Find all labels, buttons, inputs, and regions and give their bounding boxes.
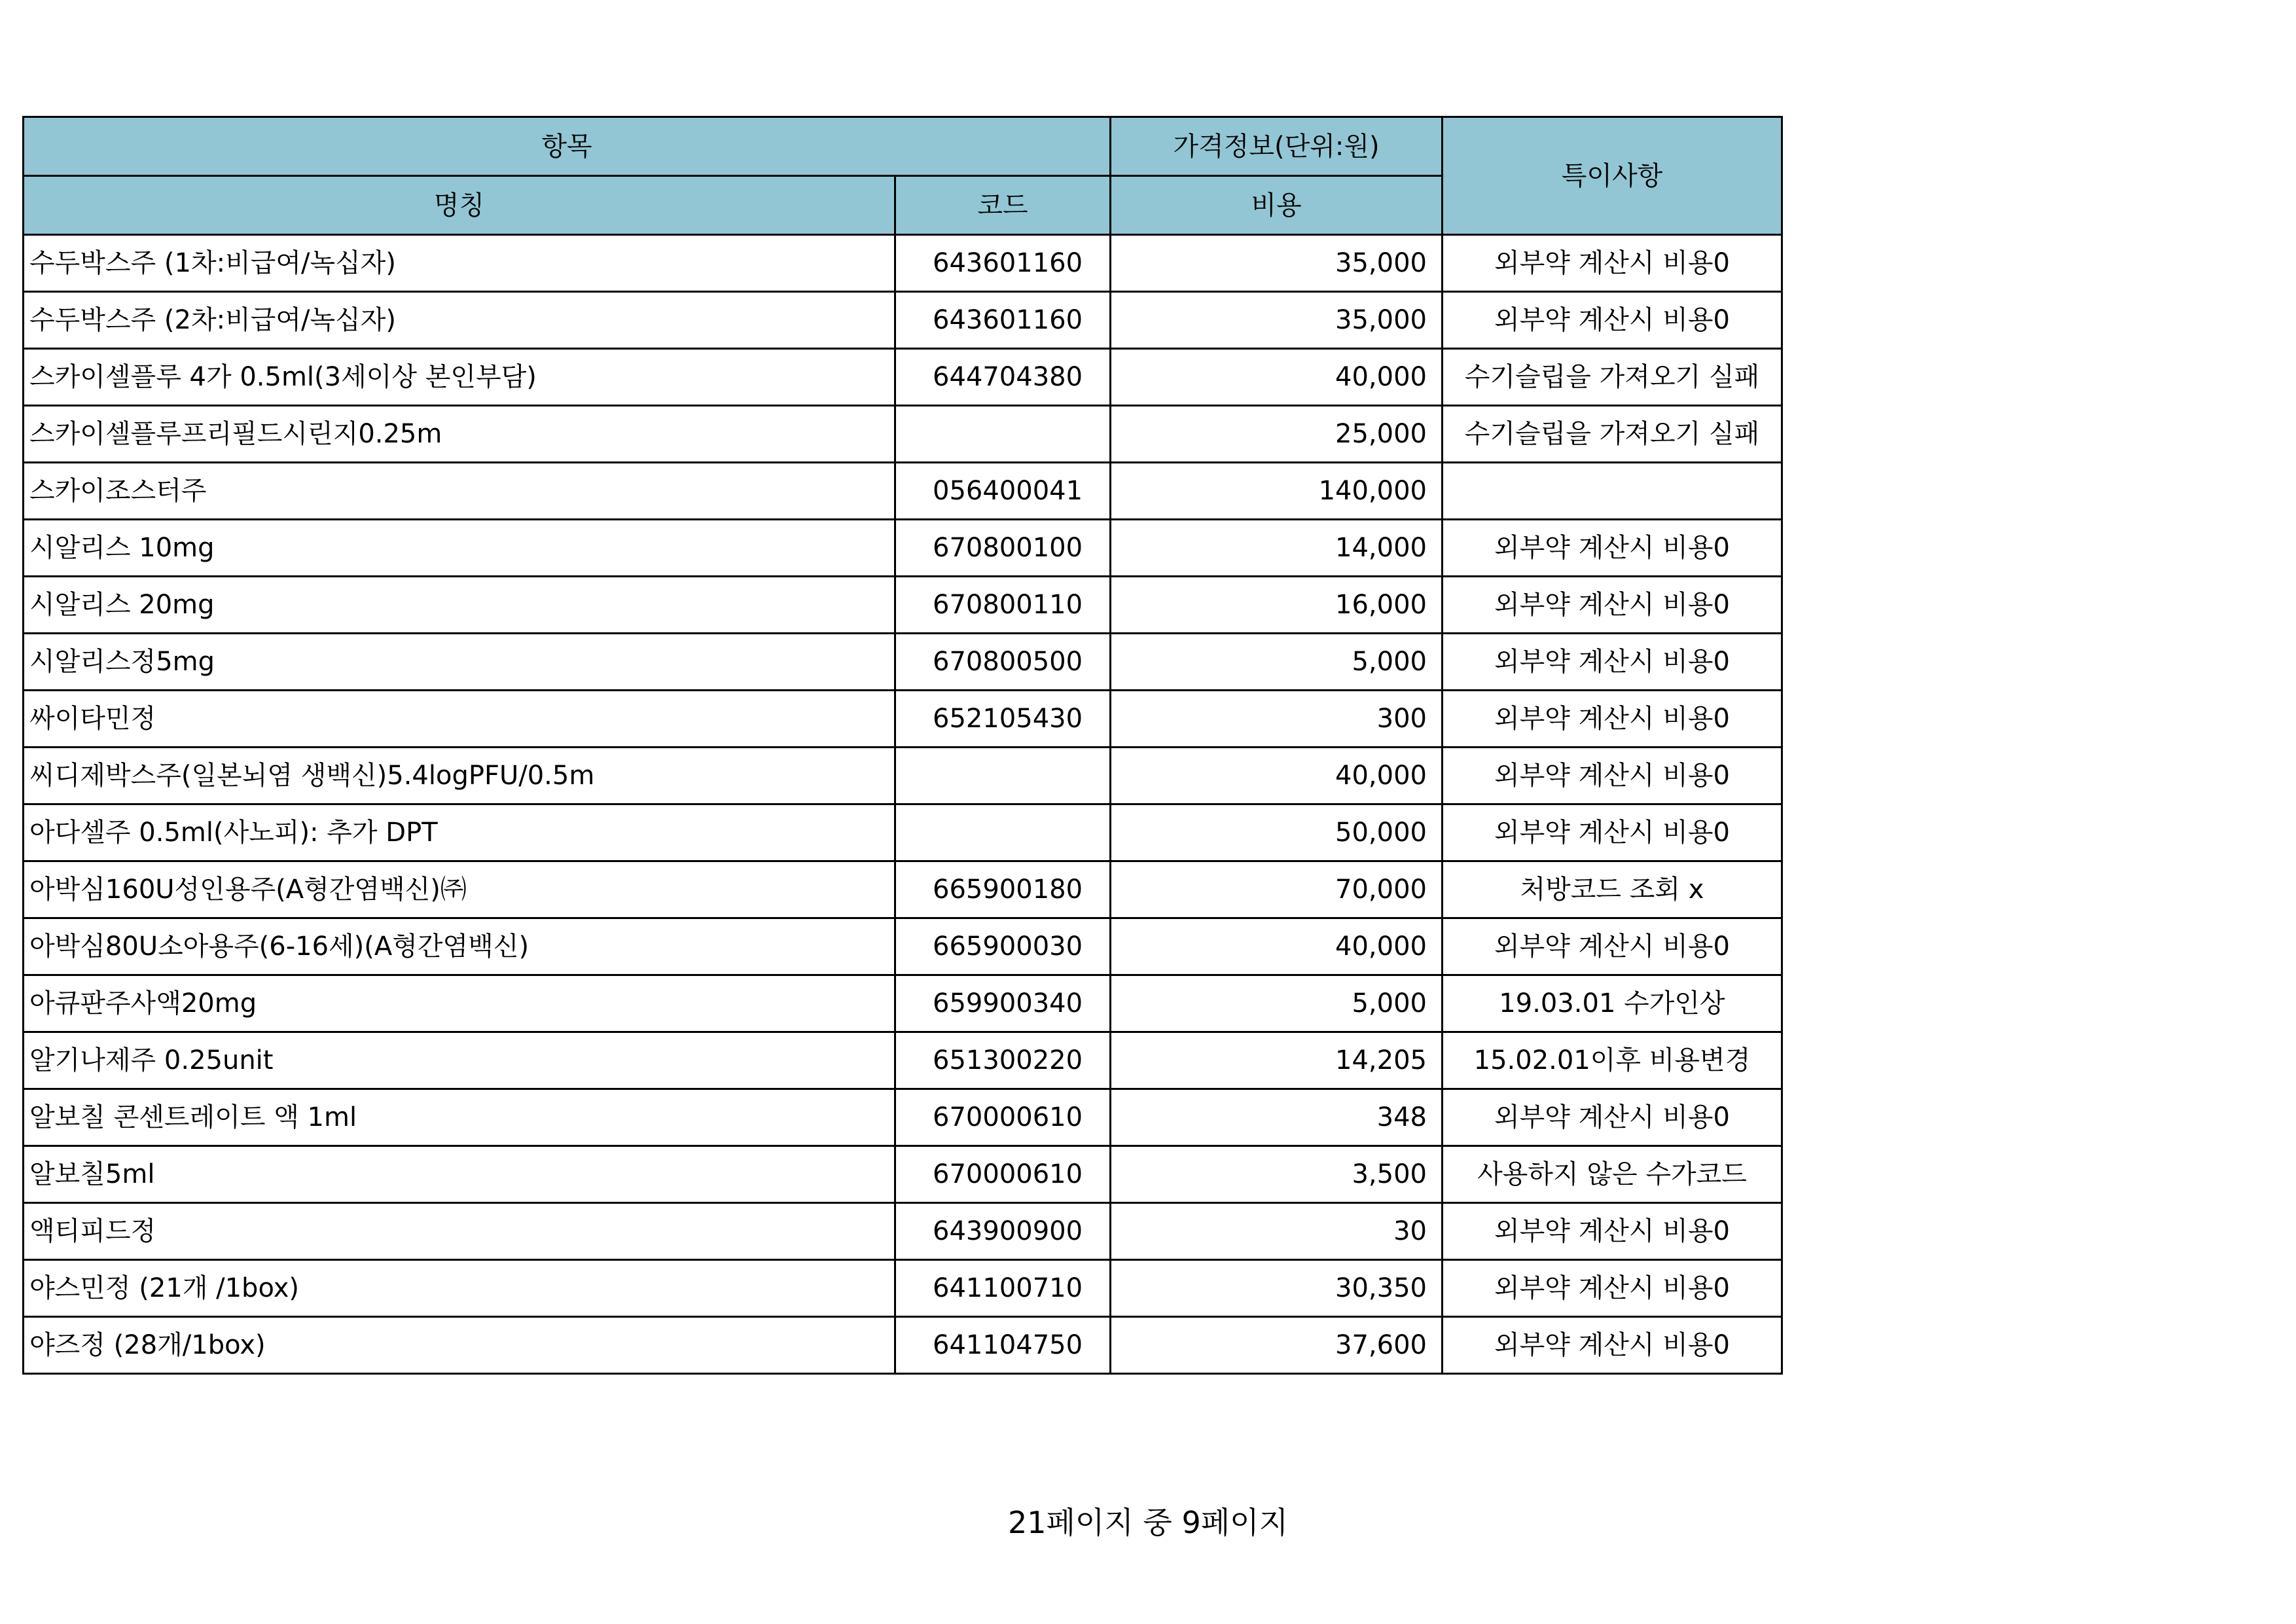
cell-note: 외부약 계산시 비용0 [1443,292,1782,349]
cell-note: 외부약 계산시 비용0 [1443,634,1782,691]
cell-code: 670800100 [895,520,1111,577]
cell-price: 30,350 [1111,1260,1443,1317]
cell-price: 40,000 [1111,349,1443,406]
cell-note: 15.02.01이후 비용변경 [1443,1032,1782,1089]
table-row [24,406,1782,463]
header-item-group: 항목 [24,117,1111,176]
cell-code: 651300220 [895,1032,1111,1089]
cell-code: 670000610 [895,1146,1111,1203]
cell-code [895,406,1111,463]
cell-name: 알기나제주 0.25unit [24,1032,895,1089]
header-code: 코드 [895,176,1111,235]
table-row [24,1317,1782,1374]
cell-code: 641100710 [895,1260,1111,1317]
cell-note: 외부약 계산시 비용0 [1443,918,1782,975]
cell-price: 5,000 [1111,634,1443,691]
cell-name: 스카이셀플루프리필드시린지0.25m [24,406,895,463]
cell-code: 670000610 [895,1089,1111,1146]
cell-code: 643900900 [895,1203,1111,1260]
cell-price: 40,000 [1111,918,1443,975]
cell-note: 외부약 계산시 비용0 [1443,691,1782,748]
cell-price: 300 [1111,691,1443,748]
cell-price: 70,000 [1111,861,1443,918]
cell-price: 25,000 [1111,406,1443,463]
table-row [24,861,1782,918]
cell-name: 스카이조스터주 [24,463,895,520]
cell-name: 알보칠 콘센트레이트 액 1ml [24,1089,895,1146]
table-row [24,1032,1782,1089]
cell-code: 652105430 [895,691,1111,748]
table-row [24,349,1782,406]
cell-price: 40,000 [1111,748,1443,804]
cell-name: 수두박스주 (1차:비급여/녹십자) [24,235,895,292]
cell-price: 37,600 [1111,1317,1443,1374]
table-row [24,975,1782,1032]
cell-code: 643601160 [895,292,1111,349]
cell-price: 16,000 [1111,577,1443,634]
cell-name: 시알리스 10mg [24,520,895,577]
cell-code: 641104750 [895,1317,1111,1374]
cell-note: 외부약 계산시 비용0 [1443,577,1782,634]
table-row [24,520,1782,577]
cell-note: 외부약 계산시 비용0 [1443,748,1782,804]
table-row [24,463,1782,520]
cell-price: 50,000 [1111,804,1443,861]
cell-code: 056400041 [895,463,1111,520]
table-row [24,1203,1782,1260]
cell-note: 처방코드 조회 x [1443,861,1782,918]
table-row [24,691,1782,748]
cell-note: 19.03.01 수가인상 [1443,975,1782,1032]
table-row [24,235,1782,292]
price-table [22,116,1783,1375]
cell-price: 3,500 [1111,1146,1443,1203]
cell-code: 670800110 [895,577,1111,634]
cell-name: 알보칠5ml [24,1146,895,1203]
cell-name: 야스민정 (21개 /1box) [24,1260,895,1317]
table-row [24,1146,1782,1203]
cell-note: 외부약 계산시 비용0 [1443,804,1782,861]
cell-name: 시알리스 20mg [24,577,895,634]
cell-code: 670800500 [895,634,1111,691]
cell-name: 아박심80U소아용주(6-16세)(A형간염백신) [24,918,895,975]
cell-name: 야즈정 (28개/1box) [24,1317,895,1374]
cell-price: 35,000 [1111,235,1443,292]
cell-code: 665900030 [895,918,1111,975]
cell-name: 시알리스정5mg [24,634,895,691]
header-name: 명칭 [24,176,895,235]
cell-note: 외부약 계산시 비용0 [1443,235,1782,292]
cell-name: 아큐판주사액20mg [24,975,895,1032]
table-row [24,634,1782,691]
page-number: 21페이지 중 9페이지 [1007,1505,1289,1540]
cell-price: 14,000 [1111,520,1443,577]
cell-note: 외부약 계산시 비용0 [1443,1260,1782,1317]
cell-price: 14,205 [1111,1032,1443,1089]
cell-code: 659900340 [895,975,1111,1032]
table-row [24,1089,1782,1146]
cell-name: 아박심160U성인용주(A형간염백신)㈜ [24,861,895,918]
cell-code: 665900180 [895,861,1111,918]
cell-name: 스카이셀플루 4가 0.5ml(3세이상 본인부담) [24,349,895,406]
cell-note [1443,463,1782,520]
cell-name: 아다셀주 0.5ml(사노피): 추가 DPT [24,804,895,861]
cell-note: 외부약 계산시 비용0 [1443,1089,1782,1146]
table-row [24,804,1782,861]
table-row [24,1260,1782,1317]
cell-code [895,748,1111,804]
cell-name: 싸이타민정 [24,691,895,748]
cell-note: 외부약 계산시 비용0 [1443,1203,1782,1260]
cell-price: 140,000 [1111,463,1443,520]
cell-note: 수기슬립을 가져오기 실패 [1443,406,1782,463]
cell-code [895,804,1111,861]
cell-name: 씨디제박스주(일본뇌염 생백신)5.4logPFU/0.5m [24,748,895,804]
cell-code: 643601160 [895,235,1111,292]
cell-note: 외부약 계산시 비용0 [1443,520,1782,577]
header-price-group: 가격정보(단위:원) [1111,117,1443,176]
table-row [24,918,1782,975]
cell-name: 수두박스주 (2차:비급여/녹십자) [24,292,895,349]
cell-code: 644704380 [895,349,1111,406]
cell-price: 30 [1111,1203,1443,1260]
cell-note: 사용하지 않은 수가코드 [1443,1146,1782,1203]
cell-name: 액티피드정 [24,1203,895,1260]
cell-note: 수기슬립을 가져오기 실패 [1443,349,1782,406]
table-row [24,748,1782,804]
header-cost: 비용 [1111,176,1443,235]
cell-note: 외부약 계산시 비용0 [1443,1317,1782,1374]
table-row [24,577,1782,634]
table-row [24,292,1782,349]
cell-price: 5,000 [1111,975,1443,1032]
header-notes: 특이사항 [1443,117,1782,235]
cell-price: 35,000 [1111,292,1443,349]
cell-price: 348 [1111,1089,1443,1146]
table-body [24,235,1782,1374]
